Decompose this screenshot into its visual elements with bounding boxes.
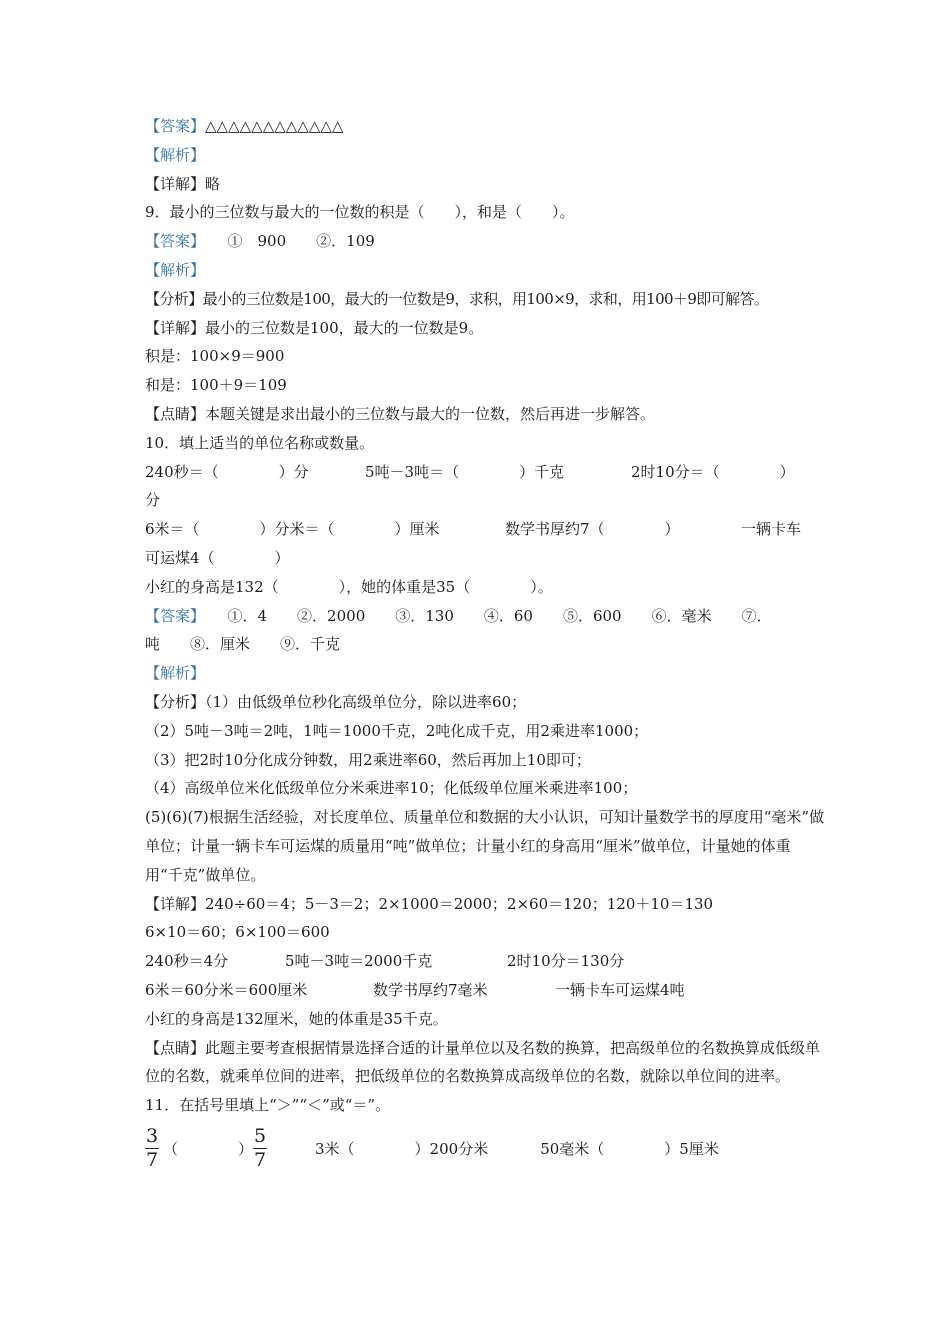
q10-detail-4a: 6米＝60分米＝600厘米 <box>145 980 308 999</box>
q10-analysis-line <box>145 659 825 688</box>
q9-answer-line <box>145 227 825 256</box>
detail-tag: 【详解】 <box>145 174 206 193</box>
q10-detail-4b: 数学书厚约7毫米 <box>373 980 488 999</box>
q10-fenxi-4: （4）高级单位米化低级单位分米乘进率10；化低级单位厘米乘进率100； <box>145 779 638 798</box>
q10-item3: 2时10分＝（ ） <box>631 462 795 481</box>
q10-item4: 6米＝（ ）分米＝（ ）厘米 <box>145 520 440 539</box>
fraction-denominator: 7 <box>253 1149 267 1172</box>
q10-answer2: 吨 ⑧．厘米 ⑨．千克 <box>145 635 341 654</box>
q10-item5: 数学书厚约7（ ） <box>505 520 680 539</box>
q10-item6: 一辆卡车 <box>741 520 802 539</box>
detail-line <box>145 170 825 199</box>
q10-row2 <box>145 515 825 544</box>
answer-tag: 【答案】 <box>145 117 206 135</box>
q10-answer-tag: 【答案】 <box>145 606 198 625</box>
q9-detail: 最小的三位数是100，最大的一位数是9。 <box>205 318 484 337</box>
q11-row <box>145 1124 825 1174</box>
q10-detail-3b: 5吨－3吨＝2000千克 <box>285 952 433 971</box>
q10-detail-3a: 240秒＝4分 <box>145 952 229 971</box>
q10-fenxi-2: （2）5吨－3吨＝2吨，1吨＝1000千克，2吨化成千克，用2乘进率1000； <box>145 721 649 740</box>
q11-question: 11．在括号里填上“＞”“＜”或“＝”。 <box>145 1096 391 1115</box>
q10-detail-2: 6×10＝60；6×100＝600 <box>145 923 330 942</box>
q11-compare-3: 50毫米（ ）5厘米 <box>540 1140 719 1159</box>
q10-detail-4 <box>145 976 825 1005</box>
q10-row1-cont: 分 <box>145 491 161 510</box>
q10-row4: 小红的身高是132（ ），她的体重是35（ ）。 <box>145 577 553 596</box>
document-page <box>145 112 825 1174</box>
q10-detail-4c: 一辆卡车可运煤4吨 <box>555 980 685 999</box>
q10-detail-3 <box>145 947 825 976</box>
q10-question: 10．填上适当的单位名称或数量。 <box>145 433 375 452</box>
q11-compare-2: 3米（ ）200分米 <box>315 1140 489 1159</box>
q9-answer-tag: 【答案】 <box>145 232 198 251</box>
q10-detail-5: 小红的身高是132厘米，她的体重是35千克。 <box>145 1009 448 1028</box>
q9-detail-line <box>145 314 825 343</box>
q10-row1 <box>145 458 825 487</box>
q10-item1: 240秒＝（ ）分 <box>145 462 309 481</box>
q11-blank: （ ） <box>163 1140 254 1159</box>
q9-detail-tag: 【详解】 <box>145 318 206 337</box>
analysis-tag: 【解析】 <box>145 145 206 164</box>
q9-answer: ① 900 ②．109 <box>197 232 375 251</box>
q11-fraction-1 <box>145 1126 159 1171</box>
q10-fenxi-1: 【分析】（1）由低级单位秒化高级单位分，除以进率60； <box>145 692 527 711</box>
q10-detail-1: 【详解】240÷60＝4；5－3＝2；2×1000＝2000；2×60＝120；120＋10＝130 <box>145 894 714 913</box>
q10-detail-3c: 2时10分＝130分 <box>507 952 625 971</box>
q9-dianjing: 【点睛】本题关键是求出最小的三位数与最大的一位数，然后再进一步解答。 <box>145 404 656 423</box>
q10-answer1: ①．4 ②．2000 ③．130 ④．60 ⑤．600 ⑥．毫米 ⑦． <box>197 606 772 625</box>
q9-product: 积是：100×9＝900 <box>145 347 285 366</box>
q10-dianjing: 【点睛】此题主要考查根据情景选择合适的计量单位以及名数的换算，把高级单位的名数换算成低级单位的名数，就乘单位间的进率，把低级单位的名数换算成高级单位的名数，就除以单位间的进率。 <box>145 1038 821 1086</box>
q10-answer-line <box>145 602 825 631</box>
answer-line <box>145 112 825 141</box>
q9-question: 9．最小的三位数与最大的一位数的积是（ ），和是（ ）。 <box>145 203 575 222</box>
q9-fenxi: 【分析】最小的三位数是100，最大的一位数是9，求积，用100×9，求和，用100＋9即可解答。 <box>145 289 769 308</box>
q10-row3: 可运煤4（ ） <box>145 548 290 567</box>
fraction-numerator: 5 <box>253 1125 267 1148</box>
q9-analysis-line <box>145 256 825 285</box>
q10-fenxi-3: （3）把2时10分化成分钟数，用2乘进率60，然后再加上10即可； <box>145 750 591 769</box>
q11-fraction-2 <box>253 1126 267 1171</box>
q9-analysis-tag: 【解析】 <box>145 260 206 279</box>
q9-sum: 和是：100＋9＝109 <box>145 376 287 395</box>
fraction-numerator: 3 <box>145 1125 159 1148</box>
fraction-denominator: 7 <box>145 1149 159 1172</box>
analysis-line <box>145 141 825 170</box>
q10-analysis-tag: 【解析】 <box>145 664 206 683</box>
answer-text: △△△△△△△△△△△△ <box>205 117 344 135</box>
detail-text: 略 <box>205 174 221 193</box>
q10-fenxi-5: (5)(6)(7)根据生活经验，对长度单位、质量单位和数据的大小认识，可知计量数学书的厚度用“毫米”做单位；计量一辆卡车可运煤的质量用“吨”做单位；计量小红的身高用“厘米”做单位，计量她的体重用“千克”做单位。 <box>145 808 825 884</box>
q10-item2: 5吨－3吨＝（ ）千克 <box>365 462 565 481</box>
